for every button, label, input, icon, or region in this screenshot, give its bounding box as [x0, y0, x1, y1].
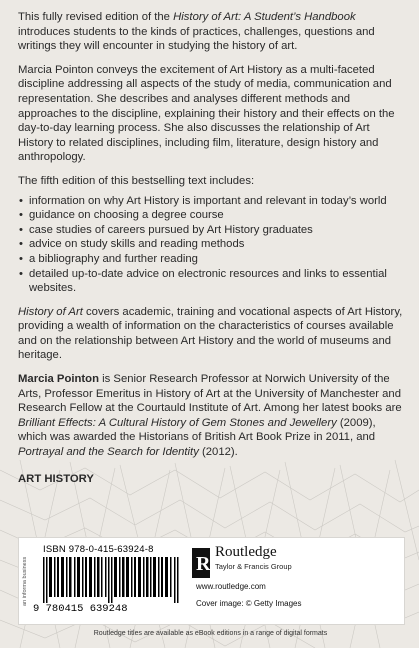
isbn-label: ISBN 978-0-415-63924-8 [43, 544, 154, 555]
book-title: History of Art: A Student’s Handbook [173, 11, 356, 23]
isbn-digits: 9 780415 639248 [33, 603, 128, 615]
list-item: • guidance on choosing a degree course [18, 208, 404, 223]
bio-text: (2009), which was awarded the Historians of British Art Book Prize in 2011, and [18, 416, 376, 444]
cover-image-credit: Cover image: © Getty Images [196, 599, 302, 608]
list-item: • a bibliography and further reading [18, 252, 404, 267]
intro-text: This fully revised edition of the [18, 11, 174, 23]
list-item: • detailed up-to-date advice on electronic resources and links to essential websites. [18, 267, 404, 296]
bio-text: is Senior Research Professor at Norwich University of the Arts, Professor Emeritus in History of Art at the University of Manchester and Research Fellow at the Courtauld Institute of Art. Among her latest books are [18, 373, 402, 415]
back-cover-text [18, 10, 404, 486]
book-title-short: History of Art [18, 305, 83, 318]
coverage-text: covers academic, training and vocational aspects of Art History, providing a wealth of information on the characteristics of courses available and on the relationship between Art History and the world of museums and heritage. [18, 305, 403, 362]
features-list [18, 194, 404, 296]
bio-book-title: Brilliant Effects: A Cultural History of Gem Stones and Jewellery [18, 416, 337, 429]
publisher-tagline: Taylor & Francis Group [215, 562, 292, 571]
author-bio-paragraph [18, 372, 404, 460]
barcode-icon [43, 557, 183, 603]
list-item: • advice on study skills and reading methods [18, 237, 404, 252]
publisher-url: www.routledge.com [196, 582, 266, 591]
side-text: an informa business [22, 556, 28, 606]
svg-text:R: R [196, 553, 210, 575]
intro-paragraph [18, 10, 404, 54]
author-name: Marcia Pointon [18, 373, 99, 386]
bio-book-title: Portrayal and the Search for Identity [18, 446, 199, 459]
ebook-footer-note: Routledge titles are available as eBook editions in a range of digital formats [93, 630, 328, 637]
bio-text: (2012). [198, 446, 238, 459]
author-approach-paragraph: Marcia Pointon conveys the excitement of Art History as a multi-faceted discipline addressing all aspects of the study of media, communication and representation. She describes and analyses different methods and approaches to the discipline, explaining their history and their effects on the day-to-day learning process. She also discusses the relationship of Art History to related disciplines, including film, literature, design history and anthropology. [18, 63, 395, 164]
routledge-logo-icon [192, 548, 210, 578]
intro-text-end: introduces students to the kinds of practices, challenges, questions and writings they will encounter in studying the history of art. [18, 25, 375, 53]
list-item: • information on why Art History is important and relevant in today’s world [18, 194, 404, 209]
coverage-paragraph [18, 305, 404, 363]
barcode-panel [18, 537, 405, 625]
list-item: • case studies of careers pursued by Art History graduates [18, 223, 404, 238]
includes-heading: The fifth edition of this bestselling text includes: [18, 174, 255, 187]
category-label: ART HISTORY [18, 472, 94, 485]
publisher-name: Routledge [215, 544, 277, 560]
